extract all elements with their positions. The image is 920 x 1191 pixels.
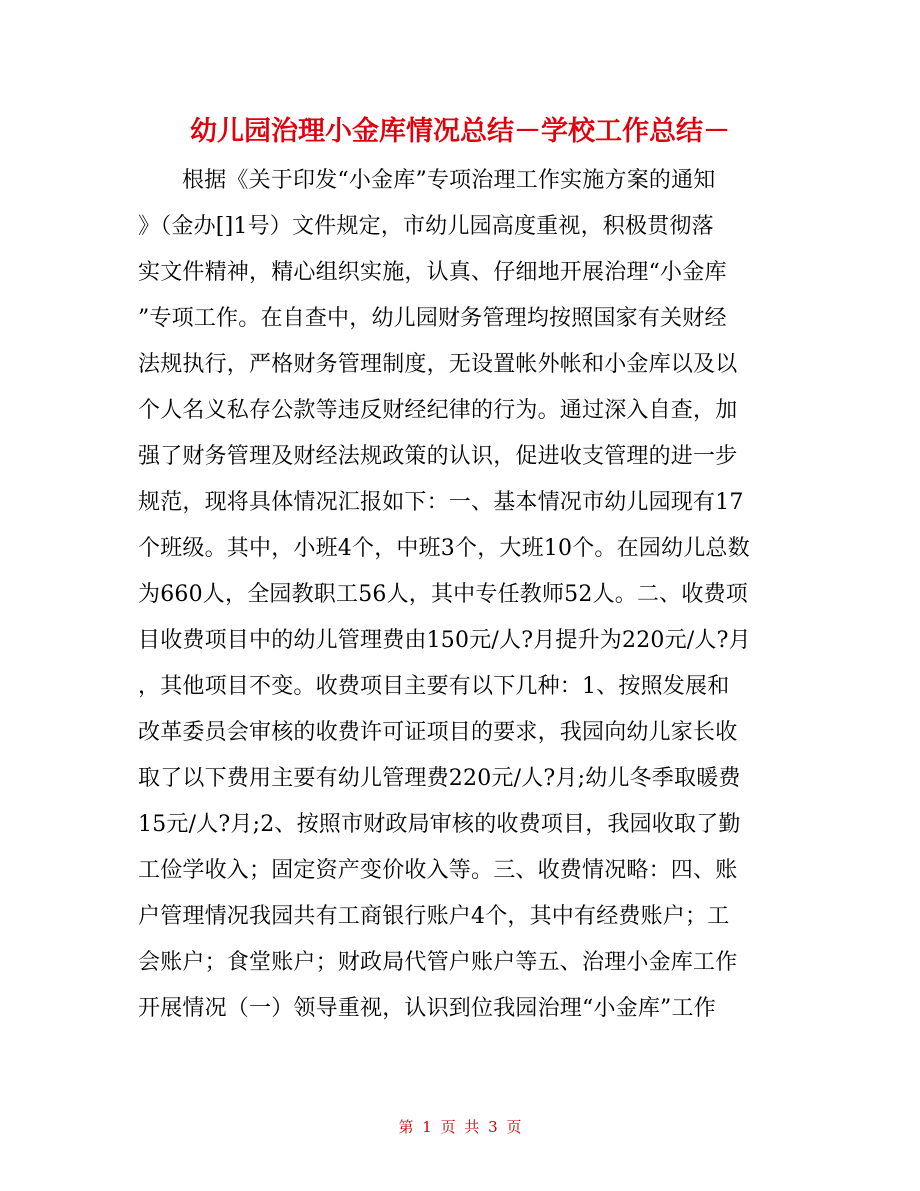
body-line: 》（金办[]1号）文件规定，市幼儿园高度重视，积极贯彻落 xyxy=(138,214,714,239)
body-line: ，其他项目不变。收费项目主要有以下几种：1、按照发展和 xyxy=(138,674,730,699)
body-line: 个班级。其中，小班4个，中班3个，大班10个。在园幼儿总数 xyxy=(138,536,750,561)
body-line: 15元/人?月;2、按照市财政局审核的收费项目，我园收取了勤 xyxy=(138,812,741,837)
body-line: 开展情况（一）领导重视，认识到位我园治理“小金库”工作 xyxy=(138,996,716,1021)
body-line: 法规执行，严格财务管理制度，无设置帐外帐和小金库以及以 xyxy=(138,352,738,377)
body-line: ”专项工作。在自查中，幼儿园财务管理均按照国家有关财经 xyxy=(138,306,727,331)
body-line: 改革委员会审核的收费许可证项目的要求，我园向幼儿家长收 xyxy=(138,720,738,745)
page-number-footer: 第 1 页 共 3 页 xyxy=(398,1118,522,1136)
body-line: 强了财务管理及财经法规政策的认识，促进收支管理的进一步 xyxy=(138,444,738,469)
body-line: 规范，现将具体情况汇报如下：一、基本情况市幼儿园现有17 xyxy=(138,490,744,515)
body-line: 目收费项目中的幼儿管理费由150元/人?月提升为220元/人?月 xyxy=(138,628,751,653)
body-line: 会账户；食堂账户；财政局代管户账户等五、治理小金库工作 xyxy=(138,950,738,975)
body-line: 取了以下费用主要有幼儿管理费220元/人?月;幼儿冬季取暖费 xyxy=(138,766,741,791)
body-line: 工俭学收入；固定资产变价收入等。三、收费情况略：四、账 xyxy=(138,858,738,883)
document-body xyxy=(138,158,798,1032)
body-line: 为660人，全园教职工56人，其中专任教师52人。二、收费项 xyxy=(138,582,748,607)
document-title: 幼儿园治理小金库情况总结－学校工作总结－ xyxy=(190,116,730,147)
body-line: 根据《关于印发“小金库”专项治理工作实施方案的通知 xyxy=(182,168,716,193)
body-line: 户管理情况我园共有工商银行账户4个，其中有经费账户；工 xyxy=(138,904,730,929)
body-line: 实文件精神，精心组织实施，认真、仔细地开展治理“小金库 xyxy=(138,260,727,285)
body-line: 个人名义私存公款等违反财经纪律的行为。通过深入自查，加 xyxy=(138,398,738,423)
